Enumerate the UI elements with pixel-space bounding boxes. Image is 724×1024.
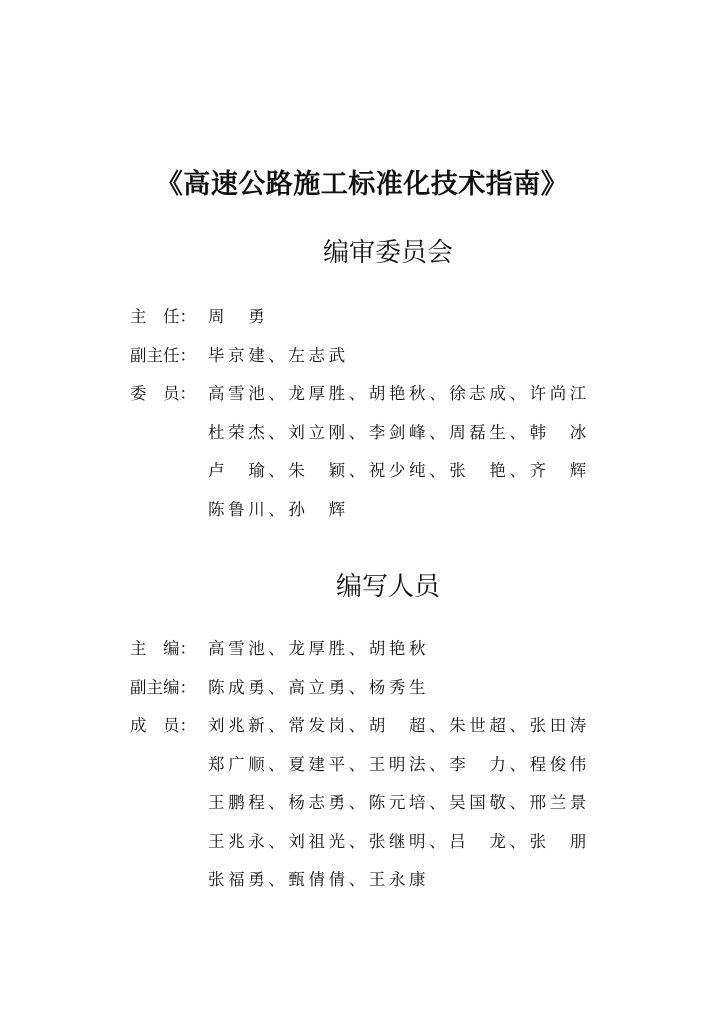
committee-row-deputy-director [130, 335, 600, 374]
row-names: 刘兆新、常发岗、胡 超、朱世超、张田涛 [208, 716, 590, 736]
row-names: 郑广顺、夏建平、王明法、李 力、程俊伟 [208, 754, 590, 774]
row-names: 王鹏程、杨志勇、陈元培、吴国敬、邢兰景 [208, 793, 590, 813]
writers-heading: 编写人员 [335, 572, 440, 602]
committee-row-members-continued [130, 489, 600, 528]
row-names: 卢 瑜、朱 颖、祝少纯、张 艳、齐 辉 [208, 461, 590, 481]
row-names: 杜荣杰、刘立刚、李剑峰、周磊生、韩 冰 [208, 422, 590, 442]
committee-roster [130, 296, 600, 527]
row-names: 高雪池、龙厚胜、胡艳秋 [208, 639, 430, 659]
committee-heading: 编审委员会 [322, 238, 453, 268]
writers-row-members-continued [130, 821, 600, 860]
row-names: 张福勇、甄倩倩、王永康 [208, 870, 430, 890]
writers-row-members [130, 705, 600, 744]
row-label: 主 任： [130, 307, 196, 327]
row-label: 副主任： [130, 345, 196, 365]
committee-row-members-continued [130, 412, 600, 451]
committee-row-members [130, 373, 600, 412]
writers-row-members-continued [130, 744, 600, 783]
writers-row-members-continued [130, 782, 600, 821]
writers-row-deputy-editor [130, 667, 600, 706]
row-label: 成 员： [130, 716, 196, 736]
writers-row-members-continued [130, 859, 600, 898]
committee-row-director [130, 296, 600, 335]
row-names: 陈鲁川、孙 辉 [208, 499, 349, 519]
row-names: 陈成勇、高立勇、杨秀生 [208, 677, 430, 697]
committee-row-members-continued [130, 450, 600, 489]
row-label: 副主编： [130, 677, 196, 697]
row-names: 王兆永、刘祖光、张继明、吕 龙、张 朋 [208, 831, 590, 851]
writers-roster [130, 628, 600, 898]
row-label: 主 编： [130, 639, 196, 659]
row-names: 周 勇 [208, 307, 269, 327]
row-names: 毕京建、左志武 [208, 345, 349, 365]
row-label: 委 员： [130, 384, 196, 404]
row-names: 高雪池、龙厚胜、胡艳秋、徐志成、许尚江 [208, 384, 590, 404]
document-title: 《高速公路施工标准化技术指南》 [155, 169, 569, 200]
writers-row-chief-editor [130, 628, 600, 667]
